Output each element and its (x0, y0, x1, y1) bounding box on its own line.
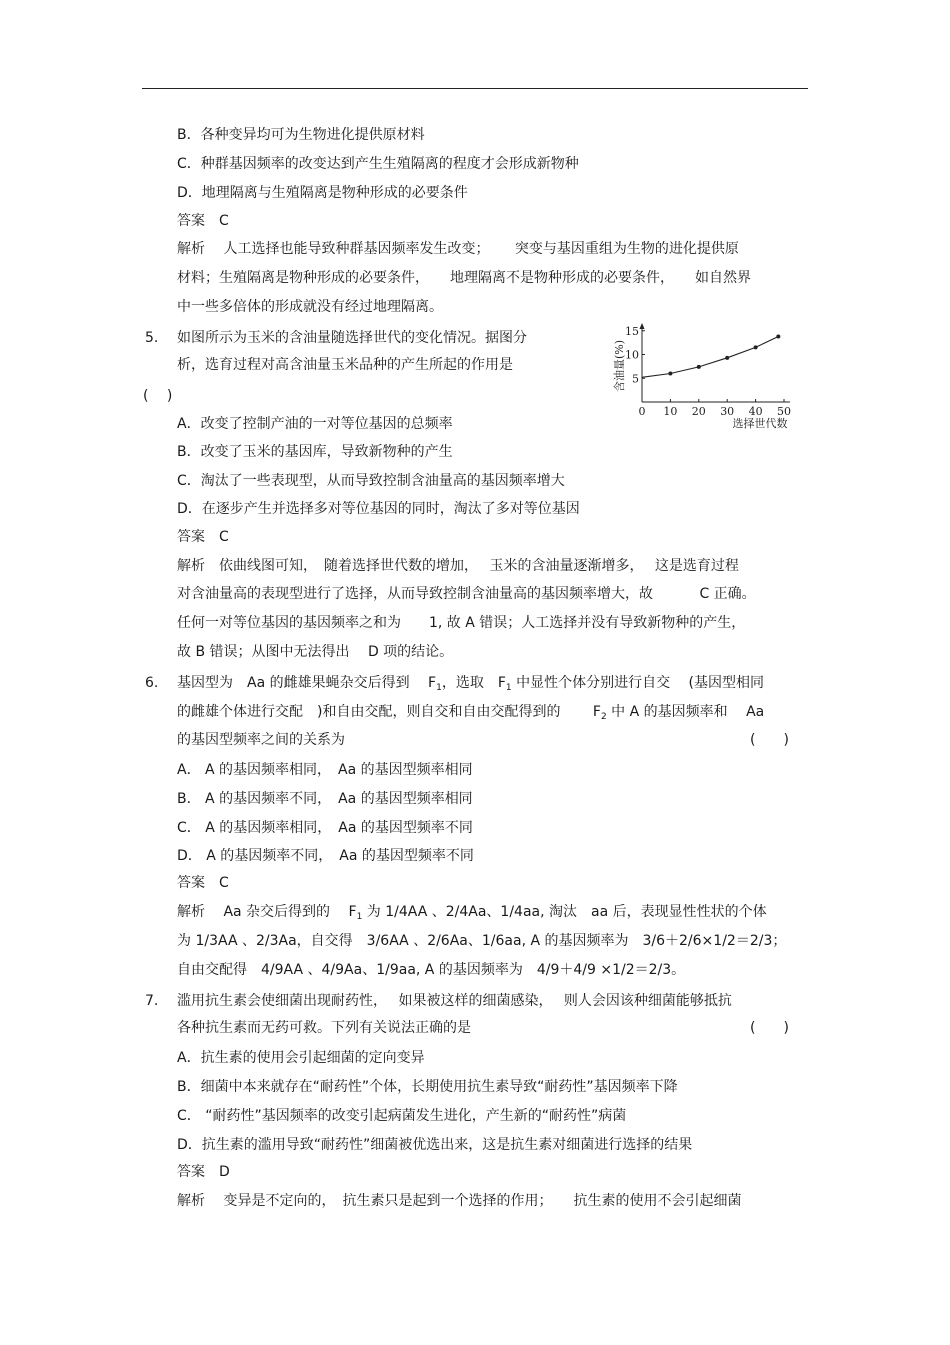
data-point (776, 334, 780, 338)
q6-stem-1a: 基因型为 Aa 的雌雄果蝇杂交后得到 F (177, 675, 437, 691)
q5-answer: 答案 C (177, 529, 229, 545)
q6-analysis-1-sub: 1 (356, 912, 363, 922)
q6-stem-1e: 中显性个体分别进行自交 (基因型相同 (511, 675, 765, 691)
q6-analysis-1c: 为 1/4AA 、2/4Aa、1/4aa, 淘汰 aa 后，表现显性性状的个体 (362, 904, 767, 920)
y-axis-arrow (640, 323, 645, 329)
q5-analysis-line-1: 解析 依曲线图可知， 随着选择世代数的增加， 玉米的含油量逐渐增多， 这是选育过程 (177, 558, 739, 574)
q4-option-d: D．地理隔离与生殖隔离是物种形成的必要条件 (177, 185, 468, 201)
q6-analysis-line-2: 为 1/3AA 、2/3Aa，自交得 3/6AA 、2/6Aa、1/6aa, A 的基因频率为 3/6＋2/6×1/2＝2/3； (177, 933, 787, 949)
q4-answer: 答案 C (177, 213, 229, 229)
q7-analysis-line-1: 解析 变异是不定向的， 抗生素只是起到一个选择的作用； 抗生素的使用不会引起细菌 (177, 1193, 742, 1209)
q6-stem-line-1 (177, 673, 764, 693)
q4-analysis-line-3: 中一些多倍体的形成就没有经过地理隔离。 (177, 299, 443, 315)
q5-number: 5. (145, 330, 159, 346)
q7-answer-bracket: ( ) (750, 1020, 789, 1036)
q6-stem-2c: 中 A 的基因频率和 Aa (606, 704, 765, 720)
data-point (725, 356, 729, 360)
q6-option-d: D． A 的基因频率不同， Aa 的基因型频率不同 (177, 848, 474, 864)
q5-analysis-line-4: 故 B 错误；从图中无法得出 D 项的结论。 (177, 644, 454, 660)
oil-content-line-chart (612, 322, 802, 434)
q6-stem-2-sub: 2 (600, 712, 607, 722)
x-tick-label: 40 (748, 405, 763, 418)
q6-stem-line-3: 的基因型频率之间的关系为 (177, 732, 345, 748)
data-point (668, 372, 672, 376)
q7-option-a: A．抗生素的使用会引起细菌的定向变异 (177, 1050, 425, 1066)
y-tick-label: 5 (632, 372, 639, 386)
q6-answer: 答案 C (177, 875, 229, 891)
q5-option-c: C．淘汰了一些表现型，从而导致控制含油量高的基因频率增大 (177, 473, 565, 489)
data-point (697, 365, 701, 369)
q5-stem-line-1: 如图所示为玉米的含油量随选择世代的变化情况。据图分 (177, 330, 527, 346)
q5-analysis-line-2: 对含油量高的表现型进行了选择，从而导致控制含油量高的基因频率增大，故 C 正确。 (177, 586, 756, 602)
q6-number: 6. (145, 675, 159, 691)
y-tick-label: 10 (625, 348, 639, 362)
q6-stem-line-2 (177, 702, 764, 722)
q6-analysis-1a: 解析 Aa 杂交后得到的 F (177, 904, 357, 920)
q7-number: 7. (145, 993, 159, 1009)
q6-stem-1-sub-2: 1 (505, 683, 512, 693)
q4-analysis-line-2: 材料；生殖隔离是物种形成的必要条件， 地理隔离不是物种形成的必要条件， 如自然界 (177, 270, 751, 286)
q4-option-b: B．各种变异均可为生物进化提供原材料 (177, 127, 425, 143)
x-tick-label: 10 (663, 405, 678, 418)
x-axis-label: 选择世代数 (732, 417, 788, 430)
q7-answer: 答案 D (177, 1164, 230, 1180)
y-axis-label: 含油量(%) (613, 339, 626, 393)
q5-option-d: D．在逐步产生并选择多对等位基因的同时，淘汰了多对等位基因 (177, 501, 580, 517)
data-point (754, 345, 758, 349)
q6-stem-1-sub: 1 (436, 683, 442, 693)
x-tick-label: 50 (777, 405, 791, 418)
q6-analysis-line-1 (177, 902, 767, 922)
q5-option-a: A．改变了控制产油的一对等位基因的总频率 (177, 416, 453, 432)
q6-stem-2a: 的雌雄个体进行交配 )和自由交配，则自交和自由交配得到的 F (177, 704, 601, 720)
x-tick-label: 20 (691, 405, 706, 418)
oil-content-line (642, 336, 778, 377)
q6-answer-bracket: ( ) (750, 732, 789, 748)
q7-option-c: C． “耐药性”基因频率的改变引起病菌发生进化，产生新的“耐药性”病菌 (177, 1108, 627, 1124)
q7-stem-line-1: 滥用抗生素会使细菌出现耐药性， 如果被这样的细菌感染， 则人会因该种细菌能够抵抗 (177, 993, 732, 1009)
q4-analysis-line-1: 解析 人工选择也能导致种群基因频率发生改变； 突变与基因重组为生物的进化提供原 (177, 241, 739, 257)
header-rule (142, 88, 808, 89)
q4-option-c: C．种群基因频率的改变达到产生生殖隔离的程度才会形成新物种 (177, 156, 579, 172)
q6-stem-1c: ，选取 F (441, 675, 506, 691)
q5-stem-line-2: 析，选育过程对高含油量玉米品种的产生所起的作用是 (177, 357, 513, 373)
q5-option-b: B．改变了玉米的基因库，导致新物种的产生 (177, 444, 453, 460)
q6-option-b: B． A 的基因频率不同， Aa 的基因型频率相同 (177, 791, 473, 807)
q5-analysis-line-3: 任何一对等位基因的基因频率之和为 1, 故 A 错误；人工选择并没有导致新物种的产生， (177, 615, 746, 631)
q6-option-a: A． A 的基因频率相同， Aa 的基因型频率相同 (177, 762, 473, 778)
y-tick-label: 15 (625, 324, 639, 338)
q6-option-c: C． A 的基因频率相同， Aa 的基因型频率不同 (177, 820, 473, 836)
x-tick-label: 30 (720, 405, 735, 418)
q7-option-d: D．抗生素的滥用导致“耐药性”细菌被优选出来，这是抗生素对细菌进行选择的结果 (177, 1137, 693, 1153)
q7-option-b: B．细菌中本来就存在“耐药性”个体，长期使用抗生素导致“耐药性”基因频率下降 (177, 1079, 678, 1095)
q5-answer-bracket: ( ) (143, 388, 173, 404)
x-tick-label: 0 (638, 405, 646, 418)
q7-stem-line-2: 各种抗生素而无药可救。下列有关说法正确的是 (177, 1020, 471, 1036)
q6-analysis-line-3: 自由交配得 4/9AA 、4/9Aa、1/9aa, A 的基因频率为 4/9＋4/9 ×1/2＝2/3。 (177, 962, 686, 978)
